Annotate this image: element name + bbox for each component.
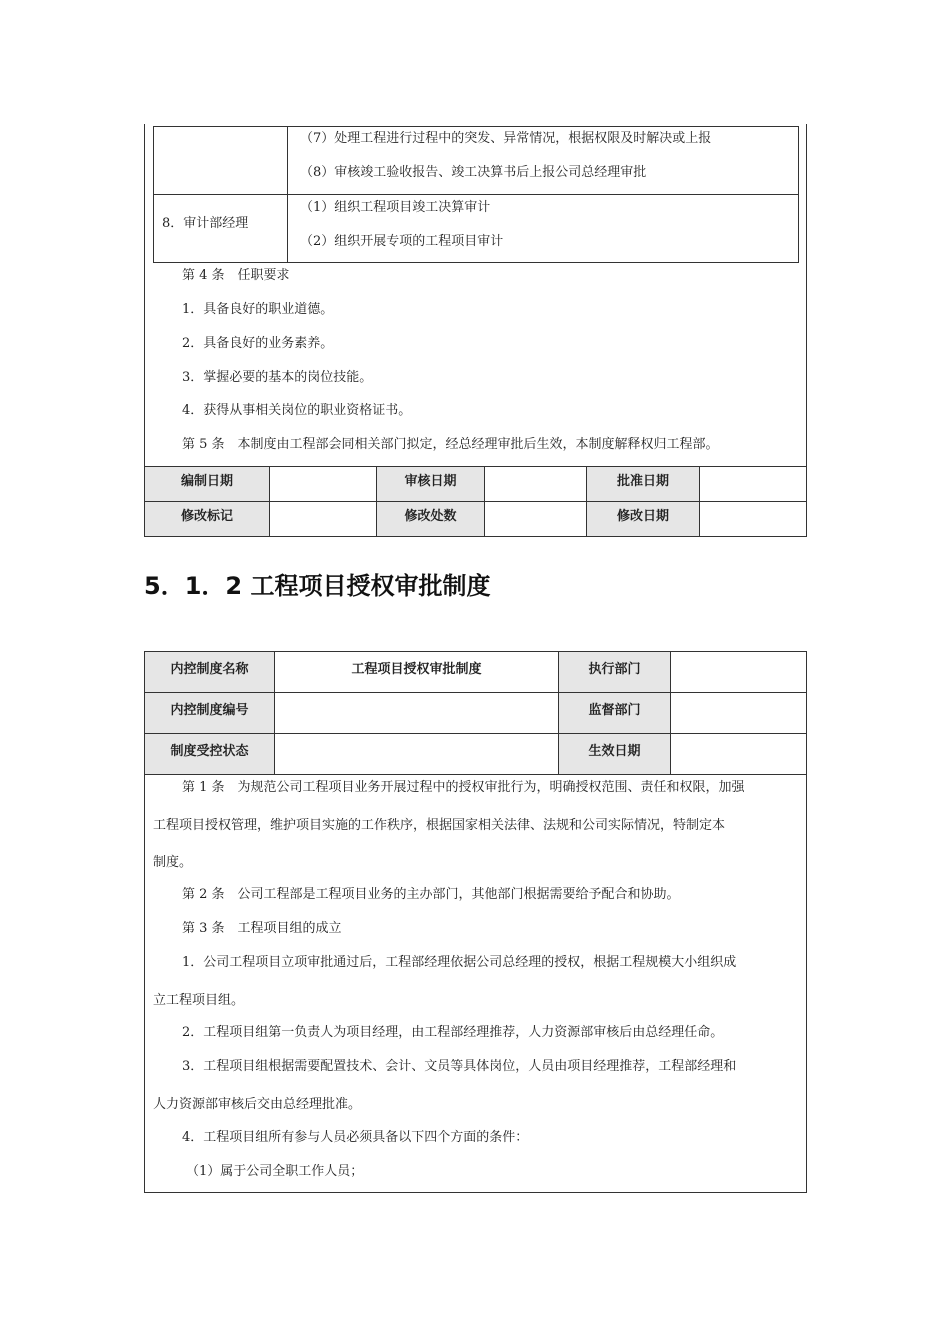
article-5: 第 5 条 本制度由工程部会同相关部门拟定，经总经理审批后生效，本制度解释权归工程部。 xyxy=(182,437,719,452)
article-1-line-2: 工程项目授权管理，维护项目实施的工作秩序，根据国家相关法律、法规和公司实际情况，特制定本 xyxy=(153,818,726,833)
article-3-item-1-line-1: 1．公司工程项目立项审批通过后，工程部经理依据公司总经理的授权，根据工程规模大小组织成 xyxy=(182,955,737,970)
revision-date-label: 修改日期 xyxy=(616,509,669,524)
executing-dept-label: 执行部门 xyxy=(588,662,641,677)
article-3-item-3-line-2: 人力资源部审核后交由总经理批准。 xyxy=(153,1097,362,1112)
section-title: 5．1．2 工程项目授权审批制度 xyxy=(144,572,491,600)
approve-date-label: 批准日期 xyxy=(616,474,669,489)
audit-duty-1: （1）组织工程项目竣工决算审计 xyxy=(300,200,491,215)
audit-duty-2: （2）组织开展专项的工程项目审计 xyxy=(300,234,504,249)
revision-mark-label: 修改标记 xyxy=(180,509,233,524)
article-4-heading: 第 4 条 任职要求 xyxy=(182,268,290,283)
article-3-item-1-line-2: 立工程项目组。 xyxy=(153,993,245,1008)
duty-item-7: （7）处理工程进行过程中的突发、异常情况，根据权限及时解决或上报 xyxy=(300,131,712,146)
control-status-label: 制度受控状态 xyxy=(170,744,249,759)
article-3-item-3-line-1: 3．工程项目组根据需要配置技术、会计、文员等具体岗位，人员由项目经理推荐，工程部经理和 xyxy=(182,1059,737,1074)
policy-number-label: 内控制度编号 xyxy=(170,703,249,718)
outer-border-right xyxy=(806,124,807,537)
article-1-line-3: 制度。 xyxy=(153,855,193,870)
article-1-line-1: 第 1 条 为规范公司工程项目业务开展过程中的授权审批行为，明确授权范围、责任和权限，加强 xyxy=(182,780,745,795)
duty-item-8: （8）审核竣工验收报告、竣工决算书后上报公司总经理审批 xyxy=(300,165,647,180)
requirement-2: 2．具备良好的业务素养。 xyxy=(182,336,334,351)
compile-date-label: 编制日期 xyxy=(180,474,233,489)
policy-name-value: 工程项目授权审批制度 xyxy=(351,662,482,677)
article-3-item-2: 2．工程项目组第一负责人为项目经理，由工程部经理推荐，人力资源部审核后由总经理任命。 xyxy=(182,1025,724,1040)
requirement-3: 3．掌握必要的基本的岗位技能。 xyxy=(182,370,373,385)
article-3-heading: 第 3 条 工程项目组的成立 xyxy=(182,921,342,936)
revision-count-label: 修改处数 xyxy=(404,509,457,524)
requirement-1: 1．具备良好的职业道德。 xyxy=(182,302,334,317)
review-date-label: 审核日期 xyxy=(404,474,457,489)
role-audit-manager: 8．审计部经理 xyxy=(162,216,249,231)
supervising-dept-label: 监督部门 xyxy=(588,703,641,718)
effective-date-label: 生效日期 xyxy=(588,744,641,759)
article-3-item-4: 4．工程项目组所有参与人员必须具备以下四个方面的条件： xyxy=(182,1130,529,1145)
requirement-4: 4．获得从事相关岗位的职业资格证书。 xyxy=(182,403,412,418)
policy-name-label: 内控制度名称 xyxy=(170,662,249,677)
article-3-item-4-sub-1: （1）属于公司全职工作人员； xyxy=(186,1164,364,1179)
article-2: 第 2 条 公司工程部是工程项目业务的主办部门，其他部门根据需要给予配合和协助。 xyxy=(182,887,680,902)
